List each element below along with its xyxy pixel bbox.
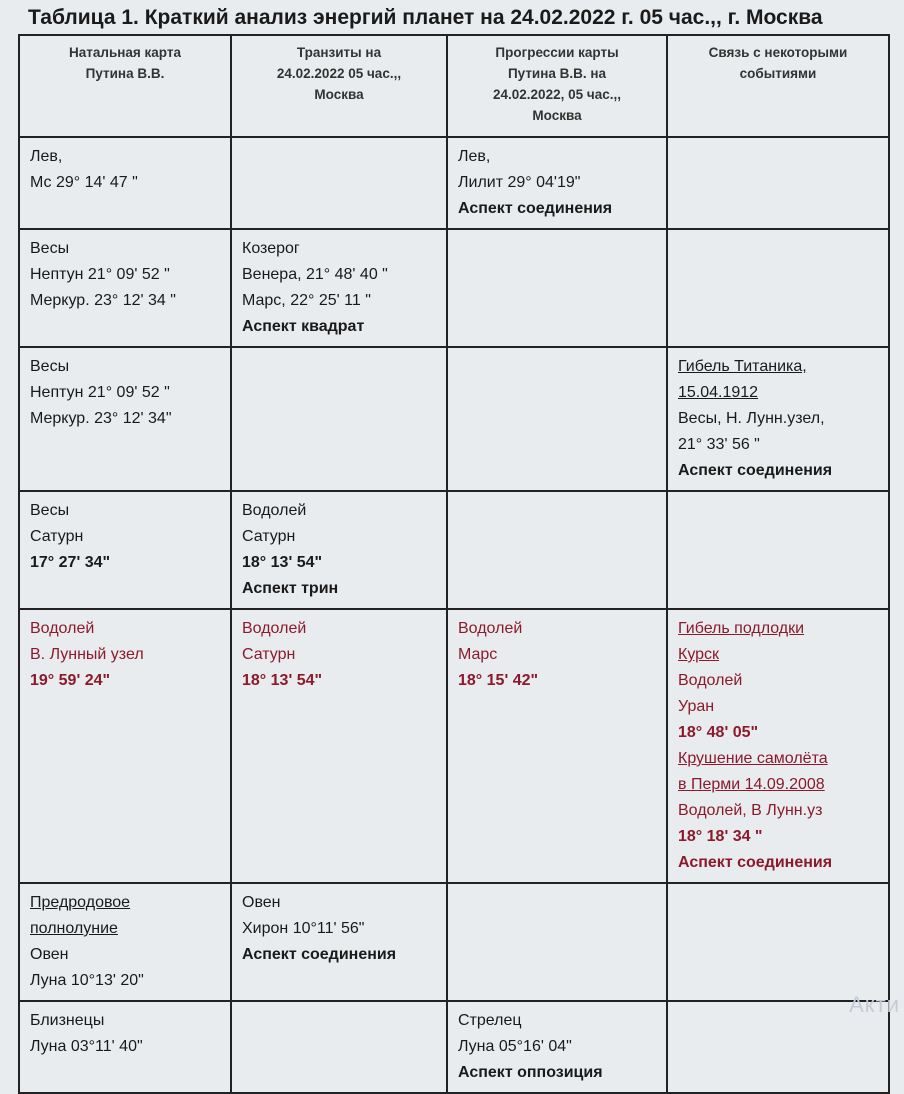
table-row xyxy=(19,609,889,883)
cell-line: Предродовое xyxy=(30,894,131,911)
table-cell xyxy=(19,347,231,491)
cell-line: Венера, 21° 48' 40 " xyxy=(242,266,388,283)
header-transits xyxy=(231,35,447,137)
table-cell xyxy=(447,347,667,491)
cell-line: Водолей, В Лунн.уз xyxy=(678,802,823,819)
header-line: Натальная карта xyxy=(69,45,181,60)
table-cell xyxy=(231,229,447,347)
table-cell xyxy=(447,491,667,609)
table-cell xyxy=(667,491,889,609)
cell-line: Крушение самолёта xyxy=(678,750,828,767)
header-line: Прогрессии карты xyxy=(495,45,619,60)
header-line: Москва xyxy=(314,87,364,102)
cell-line: Водолей xyxy=(678,672,743,689)
cell-line: Аспект трин xyxy=(242,580,339,597)
cell-line: Водолей xyxy=(242,620,307,637)
cell-line: Овен xyxy=(242,894,281,911)
table-cell xyxy=(19,883,231,1001)
header-row xyxy=(19,35,889,137)
cell-line: Марс xyxy=(458,646,498,663)
table-cell xyxy=(447,883,667,1001)
table-cell xyxy=(19,137,231,229)
table-cell xyxy=(231,609,447,883)
table-cell xyxy=(447,137,667,229)
table-row xyxy=(19,347,889,491)
header-progressions xyxy=(447,35,667,137)
cell-line: Меркур. 23° 12' 34 " xyxy=(30,292,176,309)
table-row xyxy=(19,883,889,1001)
cell-line: Аспект квадрат xyxy=(242,318,365,335)
cell-line: Козерог xyxy=(242,240,300,257)
activation-watermark: Акти xyxy=(849,992,900,1017)
header-natal xyxy=(19,35,231,137)
analysis-table xyxy=(18,34,890,1094)
cell-line: Нептун 21° 09' 52 " xyxy=(30,266,170,283)
cell-line: 18° 13' 54" xyxy=(242,672,323,689)
header-line: Транзиты на xyxy=(296,45,382,60)
table-row xyxy=(19,1001,889,1093)
cell-line: 18° 48' 05" xyxy=(678,724,759,741)
table-row xyxy=(19,137,889,229)
cell-line: Весы xyxy=(30,358,70,375)
cell-line: Аспект соединения xyxy=(678,854,833,871)
table-cell xyxy=(231,1001,447,1093)
table-cell xyxy=(231,347,447,491)
cell-line: Луна 05°16' 04" xyxy=(458,1038,572,1055)
table-cell xyxy=(19,609,231,883)
cell-line: Марс, 22° 25' 11 " xyxy=(242,292,371,309)
table-cell xyxy=(667,609,889,883)
cell-line: Близнецы xyxy=(30,1012,105,1029)
cell-line: Аспект соединения xyxy=(458,200,613,217)
table-cell xyxy=(19,491,231,609)
cell-line: Гибель Титаника, xyxy=(678,358,807,375)
cell-line: Водолей xyxy=(30,620,95,637)
cell-line: Луна 10°13' 20" xyxy=(30,972,144,989)
table-cell xyxy=(667,347,889,491)
cell-line: Сатурн xyxy=(242,646,296,663)
cell-line: В. Лунный узел xyxy=(30,646,144,663)
cell-line: Меркур. 23° 12' 34" xyxy=(30,410,172,427)
table-cell xyxy=(19,229,231,347)
table-cell xyxy=(447,1001,667,1093)
cell-line: Гибель подлодки xyxy=(678,620,805,637)
cell-line: Лев, xyxy=(458,148,491,165)
cell-line: Аспект соединения xyxy=(678,462,833,479)
cell-line: Лев, xyxy=(30,148,63,165)
cell-line: Хирон 10°11' 56" xyxy=(242,920,365,937)
cell-line: Мс 29° 14' 47 " xyxy=(30,174,138,191)
table-cell xyxy=(447,609,667,883)
header-line: Москва xyxy=(532,108,582,123)
cell-line: Сатурн xyxy=(242,528,296,545)
header-line: 24.02.2022, 05 час.,, xyxy=(493,87,621,102)
cell-line: Водолей xyxy=(242,502,307,519)
table-cell xyxy=(19,1001,231,1093)
cell-line: Аспект соединения xyxy=(242,946,397,963)
header-line: Путина В.В. xyxy=(85,66,165,81)
table-cell xyxy=(667,137,889,229)
table-cell xyxy=(667,883,889,1001)
cell-line: 18° 15' 42" xyxy=(458,672,539,689)
cell-line: 18° 18' 34 " xyxy=(678,828,763,845)
table-cell xyxy=(231,491,447,609)
header-line: Связь с некоторыми xyxy=(708,45,848,60)
table-cell xyxy=(447,229,667,347)
cell-line: 15.04.1912 xyxy=(678,384,759,401)
cell-line: 17° 27' 34" xyxy=(30,554,111,571)
cell-line: Нептун 21° 09' 52 " xyxy=(30,384,170,401)
cell-line: Водолей xyxy=(458,620,523,637)
cell-line: Курск xyxy=(678,646,720,663)
cell-line: полнолуние xyxy=(30,920,118,937)
table-row xyxy=(19,491,889,609)
page-title: Таблица 1. Краткий анализ энергий планет на 24.02.2022 г. 05 час.,, г. Москва xyxy=(28,6,823,29)
table-cell xyxy=(231,883,447,1001)
cell-line: Уран xyxy=(678,698,715,715)
cell-line: 21° 33' 56 " xyxy=(678,436,760,453)
header-line: Путина В.В. на xyxy=(507,66,607,81)
cell-line: Стрелец xyxy=(458,1012,522,1029)
cell-line: 19° 59' 24" xyxy=(30,672,111,689)
cell-line: в Перми 14.09.2008 xyxy=(678,776,825,793)
table-row xyxy=(19,229,889,347)
cell-line: Весы xyxy=(30,240,70,257)
table-cell xyxy=(667,229,889,347)
cell-line: Весы, Н. Лунн.узел, xyxy=(678,410,825,427)
header-line: событиями xyxy=(739,66,817,81)
table-cell xyxy=(231,137,447,229)
cell-line: 18° 13' 54" xyxy=(242,554,323,571)
header-line: 24.02.2022 05 час.,, xyxy=(276,66,402,81)
cell-line: Сатурн xyxy=(30,528,84,545)
cell-line: Весы xyxy=(30,502,70,519)
header-events xyxy=(667,35,889,137)
cell-line: Лилит 29° 04'19" xyxy=(458,174,581,191)
cell-line: Луна 03°11' 40" xyxy=(30,1038,143,1055)
cell-line: Аспект оппозиция xyxy=(458,1064,603,1081)
cell-line: Овен xyxy=(30,946,69,963)
